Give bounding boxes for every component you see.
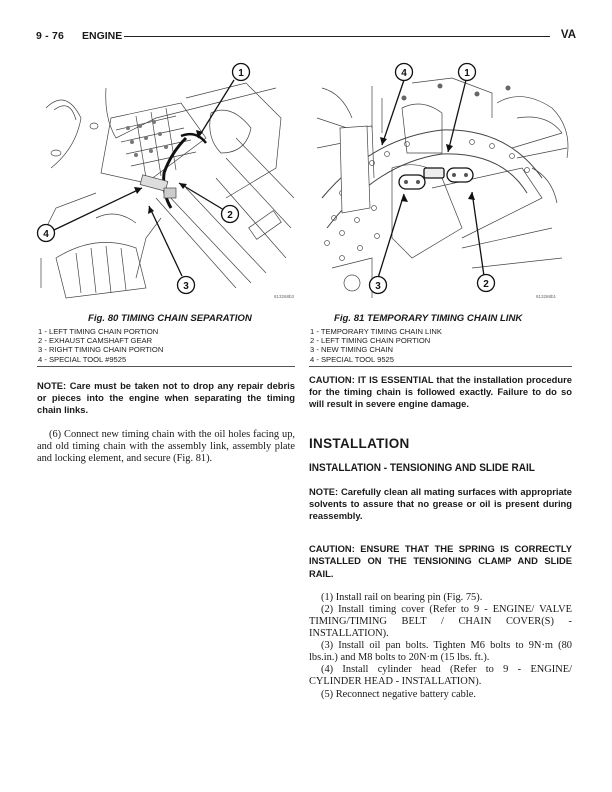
engine-line-drawing-icon — [36, 58, 298, 304]
svg-text:2: 2 — [227, 210, 233, 221]
figure-81-illustration — [312, 58, 584, 304]
caution-spring: CAUTION: ENSURE THAT THE SPRING IS CORRECTLY INSTALLED ON THE TENSIONING CLAMP AND SLIDE RAIL. — [309, 543, 572, 579]
header-rule — [124, 36, 550, 37]
step-3: (3) Install oil pan bolts. Tighten M6 bolts to 9N·m (80 lbs.in.) and M8 bolts to 20N·m (15 lbs. ft.). — [309, 640, 572, 664]
svg-text:4: 4 — [43, 229, 49, 240]
section-heading: INSTALLATION — [309, 435, 410, 451]
caution-essential: CAUTION: IT IS ESSENTIAL that the installation procedure for the timing chain is followed exactly. Failure to do so will result in severe engine damage. — [309, 374, 572, 410]
step-4: (4) Install cylinder head (Refer to 9 - ENGINE/ CYLINDER HEAD - INSTALLATION). — [309, 664, 572, 688]
figure-80-caption: Fig. 80 TIMING CHAIN SEPARATION — [88, 313, 252, 324]
legend-item: 4 - SPECIAL TOOL 9525 — [310, 354, 394, 364]
step-2: (2) Install timing cover (Refer to 9 - ENGINE/ VALVE TIMING/TIMING BELT / CHAIN COVER(S) - INSTALLATION). — [309, 603, 572, 640]
legend-item: 2 - LEFT TIMING CHAIN PORTION — [310, 336, 431, 346]
subsection-heading: INSTALLATION - TENSIONING AND SLIDE RAIL — [309, 461, 535, 474]
legend-item: 2 - EXHAUST CAMSHAFT GEAR — [38, 336, 153, 346]
legend-item: 1 - TEMPORARY TIMING CHAIN LINK — [310, 327, 442, 336]
step-1: (1) Install rail on bearing pin (Fig. 75). — [321, 591, 483, 603]
callout-3-icon — [370, 277, 387, 294]
callout-2-icon — [478, 275, 495, 292]
svg-text:4: 4 — [401, 68, 407, 79]
figure-80-divider — [37, 366, 295, 367]
figure-code: 813268b3 — [273, 294, 294, 299]
callout-4-icon — [396, 64, 413, 81]
page-number: 9 - 76 — [36, 30, 65, 42]
step-6: (6) Connect new timing chain with the oil holes facing up, and old timing chain with the assembly link, assembly plate and locking element, and secure (Fig. 81). — [37, 428, 295, 464]
installation-steps — [309, 592, 572, 701]
callout-1-icon — [233, 64, 250, 81]
vehicle-code: VA — [560, 29, 576, 41]
svg-text:1: 1 — [464, 68, 470, 79]
svg-text:3: 3 — [375, 281, 381, 292]
note-clean-surfaces: NOTE: Carefully clean all mating surfaces with appropriate solvents to assure that no grease or oil is present during reassembly. — [309, 485, 572, 522]
figure-81-caption: Fig. 81 TEMPORARY TIMING CHAIN LINK — [334, 313, 523, 324]
callout-1-icon — [459, 64, 476, 81]
callout-2-icon — [222, 206, 239, 223]
figure-80-illustration — [36, 58, 298, 304]
figure-code: 813268b1 — [535, 294, 556, 299]
legend-item: 3 - NEW TIMING CHAIN — [310, 345, 393, 355]
legend-item: 1 - LEFT TIMING CHAIN PORTION — [38, 327, 159, 336]
legend-item: 3 - RIGHT TIMING CHAIN PORTION — [38, 345, 164, 355]
section-title: ENGINE — [82, 30, 123, 42]
svg-text:1: 1 — [238, 68, 244, 79]
legend-item: 4 - SPECIAL TOOL #9525 — [38, 354, 127, 364]
svg-text:3: 3 — [183, 281, 189, 292]
right-column — [309, 374, 572, 701]
callout-4-icon — [38, 225, 55, 242]
left-column — [37, 380, 295, 465]
svg-text:2: 2 — [483, 279, 489, 290]
note-debris: NOTE: Care must be taken not to drop any repair debris or pieces into the engine when separating the timing chain links. — [37, 380, 295, 416]
page-header — [36, 28, 576, 44]
figure-81-divider — [309, 366, 572, 367]
figure-81-legend — [310, 327, 442, 364]
figure-80-legend — [38, 327, 163, 364]
step-5: (5) Reconnect negative battery cable. — [321, 688, 476, 700]
timing-chain-line-drawing-icon — [312, 58, 584, 304]
callout-3-icon — [178, 277, 195, 294]
